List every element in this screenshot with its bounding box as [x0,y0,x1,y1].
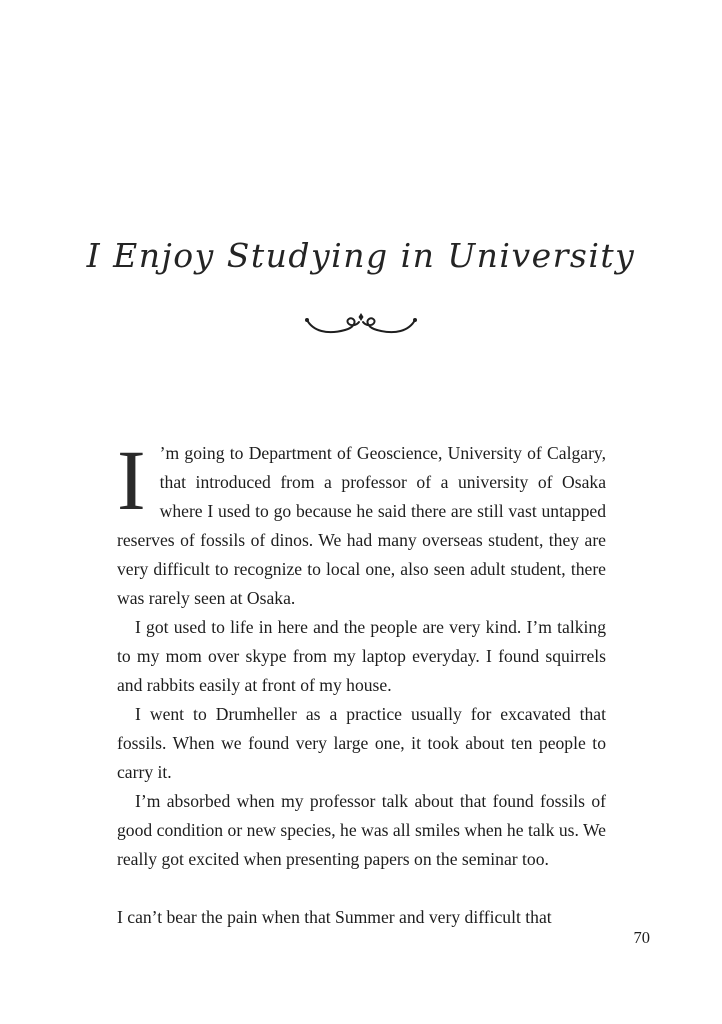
drop-cap: I [117,432,146,528]
page-number: 70 [633,928,650,947]
chapter-body [117,432,606,932]
flourish-ornament [0,309,722,343]
paragraph: I’m absorbed when my professor talk about that found fossils of good condition or new species, he was all smiles when he talk us. We really got excited when presenting papers on the seminar too. [117,791,606,869]
paragraph: I went to Drumheller as a practice usually for excavated that fossils. When we found very large one, it took about ten people to carry it. [117,704,606,782]
paragraph: I can’t bear the pain when that Summer and very difficult that [117,907,552,927]
paragraph-text: ’m going to Department of Geoscience, University of Calgary, that introduced from a professor of a university of Osaka where I used to go because he said there are still vast untapped reserves of fossils of dinos. We had many overseas student, they are very difficult to recognize to local one, also seen adult student, there was rarely seen at Osaka. [117,443,606,608]
paragraph-first [117,432,606,613]
paragraph: I got used to life in here and the people are very kind. I’m talking to my mom over skype from my laptop everyday. I found squirrels and rabbits easily at front of my house. [117,617,606,695]
flourish-divider-icon [301,328,421,345]
chapter-title: I Enjoy Studying in University [86,236,636,275]
